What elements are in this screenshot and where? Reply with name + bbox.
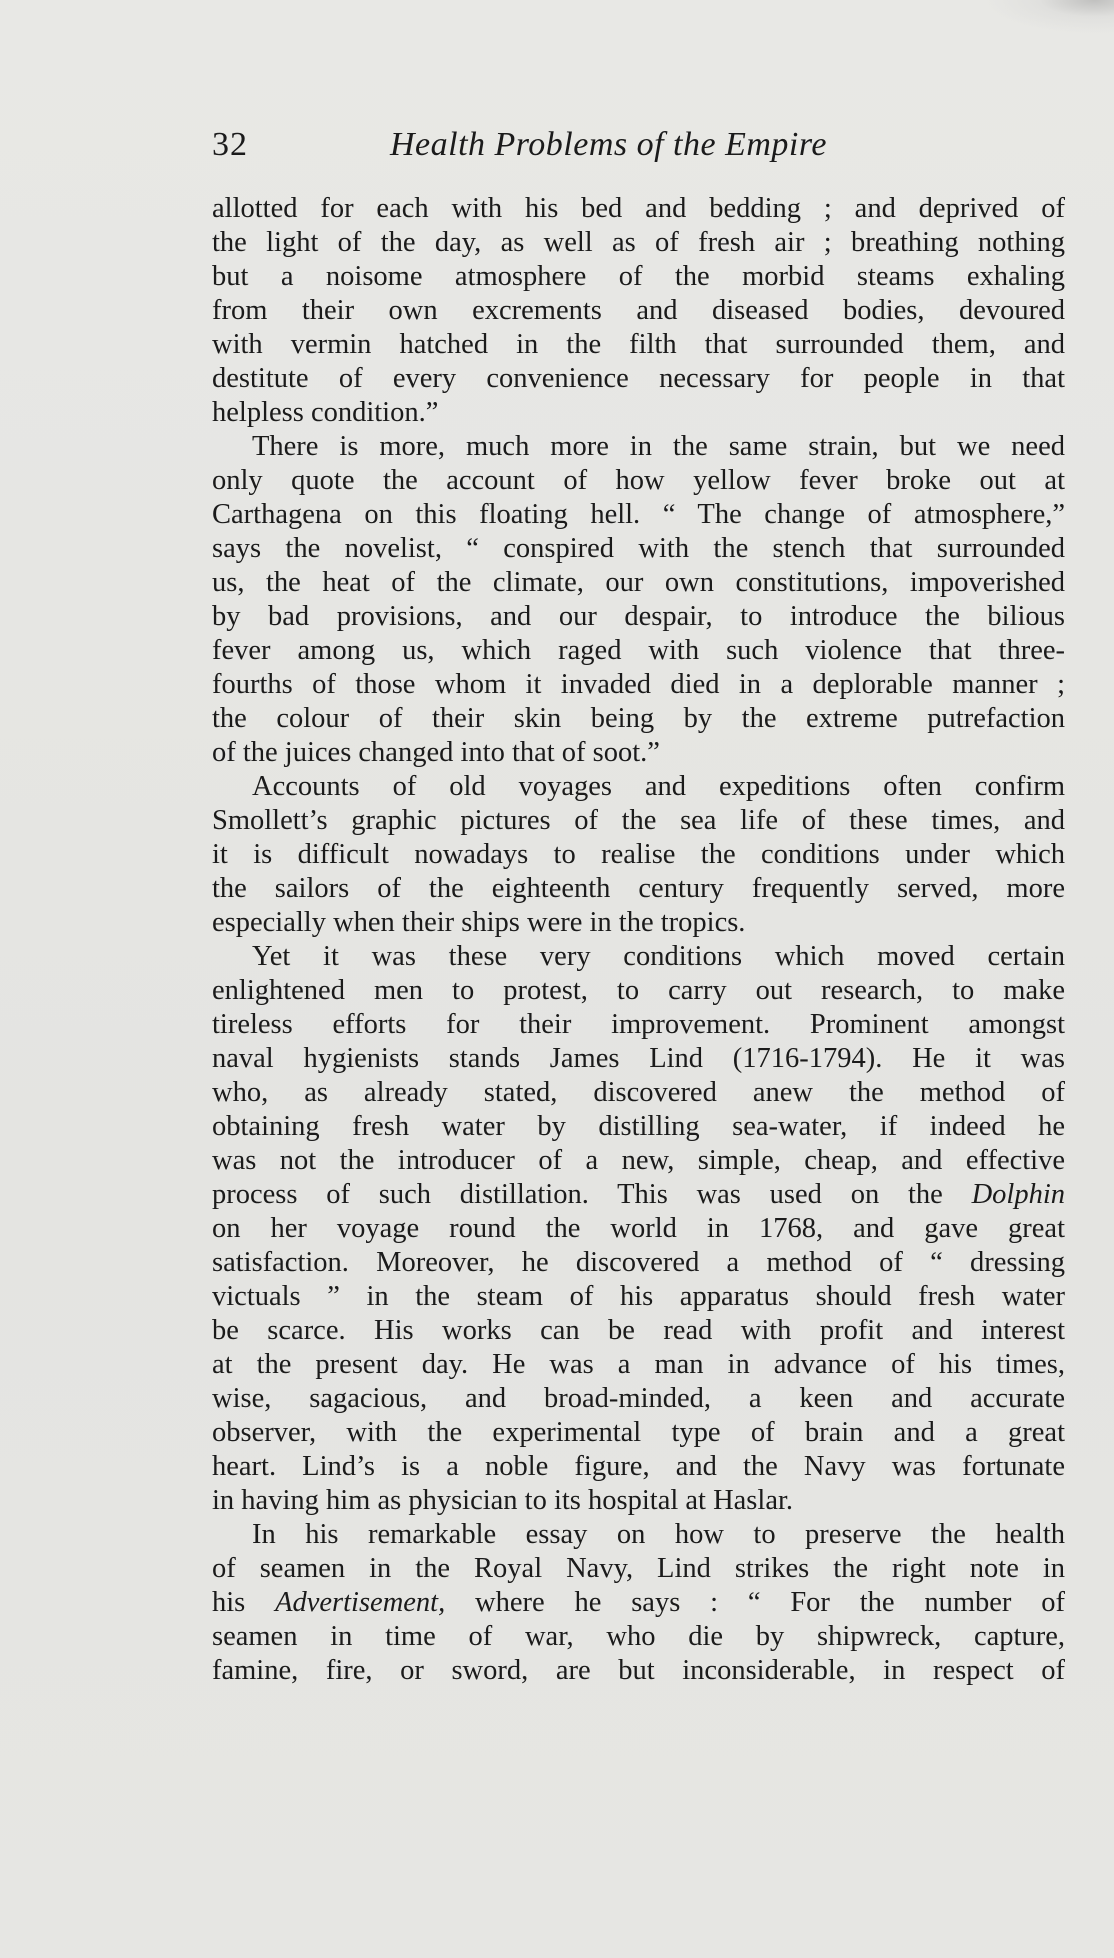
text-line — [212, 1382, 1065, 1416]
text-line — [212, 1586, 1065, 1620]
text-segment: victuals ” in the steam of his apparatus should fresh water — [212, 1281, 1065, 1312]
text-segment: at the present day. He was a man in advance of his times, — [212, 1349, 1065, 1380]
text-segment: says the novelist, “ conspired with the stench that surrounded — [212, 533, 1065, 564]
text-line — [212, 1348, 1065, 1382]
text-line — [212, 804, 1065, 838]
text-line — [212, 294, 1065, 328]
running-title: Health Problems of the Empire — [390, 126, 827, 163]
text-segment: Yet it was these very conditions which moved certain — [252, 941, 1065, 972]
page-header — [212, 126, 912, 180]
text-line — [212, 1246, 1065, 1280]
text-line — [212, 1042, 1065, 1076]
body-text — [212, 192, 1065, 1688]
scan-corner-smudge — [984, 0, 1114, 34]
text-segment: his — [212, 1587, 276, 1618]
text-line — [212, 634, 1065, 668]
text-segment: only quote the account of how yellow fever broke out at — [212, 465, 1065, 496]
text-segment: of the juices changed into that of soot.” — [212, 737, 660, 768]
text-line — [212, 1620, 1065, 1654]
text-line — [212, 396, 1065, 430]
text-line — [212, 668, 1065, 702]
text-segment: destitute of every convenience necessary for people in that — [212, 363, 1065, 394]
text-segment: process of such distillation. This was used on the — [212, 1179, 972, 1210]
text-line — [212, 1416, 1065, 1450]
text-line — [212, 1008, 1065, 1042]
text-segment: the sailors of the eighteenth century frequently served, more — [212, 873, 1065, 904]
text-line — [212, 192, 1065, 226]
text-line — [212, 566, 1065, 600]
text-line — [212, 770, 1065, 804]
text-line — [212, 702, 1065, 736]
text-segment: heart. Lind’s is a noble figure, and the Navy was fortunate — [212, 1451, 1065, 1482]
text-segment: observer, with the experimental type of brain and a great — [212, 1417, 1065, 1448]
text-segment: fever among us, which raged with such violence that three- — [212, 635, 1065, 666]
text-line — [212, 1076, 1065, 1110]
text-segment: in having him as physician to its hospital at Haslar. — [212, 1485, 794, 1516]
text-segment: who, as already stated, discovered anew the method of — [212, 1077, 1065, 1108]
text-segment: Carthagena on this floating hell. “ The change of atmosphere,” — [212, 499, 1065, 530]
text-line — [212, 600, 1065, 634]
text-segment: where he says : “ For the number of — [445, 1587, 1065, 1618]
italic-text: Advertisement, — [275, 1587, 446, 1618]
text-line — [212, 1178, 1065, 1212]
text-segment: the light of the day, as well as of fresh air ; breathing nothing — [212, 227, 1065, 258]
text-line — [212, 226, 1065, 260]
text-segment: There is more, much more in the same strain, but we need — [252, 431, 1065, 462]
text-segment: us, the heat of the climate, our own constitutions, impoverished — [212, 567, 1065, 598]
text-segment: wise, sagacious, and broad-minded, a keen and accurate — [212, 1383, 1065, 1414]
text-line — [212, 1450, 1065, 1484]
text-segment: of seamen in the Royal Navy, Lind strikes the right note in — [212, 1553, 1065, 1584]
text-line — [212, 498, 1065, 532]
text-line — [212, 1314, 1065, 1348]
text-line — [212, 1212, 1065, 1246]
text-segment: especially when their ships were in the tropics. — [212, 907, 746, 938]
text-segment: fourths of those whom it invaded died in a deplorable manner ; — [212, 669, 1065, 700]
text-segment: with vermin hatched in the filth that surrounded them, and — [212, 329, 1065, 360]
text-line — [212, 1280, 1065, 1314]
text-segment: was not the introducer of a new, simple, cheap, and effective — [212, 1145, 1065, 1176]
text-line — [212, 532, 1065, 566]
text-segment: by bad provisions, and our despair, to introduce the bilious — [212, 601, 1065, 632]
text-segment: but a noisome atmosphere of the morbid steams exhaling — [212, 261, 1065, 292]
text-segment: In his remarkable essay on how to preserve the health — [252, 1519, 1065, 1550]
text-line — [212, 464, 1065, 498]
text-segment: obtaining fresh water by distilling sea-water, if indeed he — [212, 1111, 1065, 1142]
text-line — [212, 362, 1065, 396]
text-line — [212, 1110, 1065, 1144]
text-line — [212, 328, 1065, 362]
text-segment: satisfaction. Moreover, he discovered a method of “ dressing — [212, 1247, 1065, 1278]
text-segment: be scarce. His works can be read with profit and interest — [212, 1315, 1065, 1346]
text-segment: famine, fire, or sword, are but inconsiderable, in respect of — [212, 1655, 1065, 1686]
text-line — [212, 430, 1065, 464]
text-segment: Accounts of old voyages and expeditions often confirm — [252, 771, 1065, 802]
text-line — [212, 736, 1065, 770]
text-line — [212, 872, 1065, 906]
text-line — [212, 940, 1065, 974]
text-segment: enlightened men to protest, to carry out research, to make — [212, 975, 1065, 1006]
text-segment: naval hygienists stands James Lind (1716-1794). He it was — [212, 1043, 1065, 1074]
text-line — [212, 974, 1065, 1008]
italic-text: Dolphin — [971, 1179, 1065, 1210]
text-line — [212, 1518, 1065, 1552]
text-line — [212, 838, 1065, 872]
text-line — [212, 1654, 1065, 1688]
text-line — [212, 1144, 1065, 1178]
text-segment: tireless efforts for their improvement. Prominent amongst — [212, 1009, 1065, 1040]
text-line — [212, 1552, 1065, 1586]
text-segment: it is difficult nowadays to realise the conditions under which — [212, 839, 1065, 870]
text-segment: the colour of their skin being by the extreme putrefaction — [212, 703, 1065, 734]
text-line — [212, 1484, 1065, 1518]
text-line — [212, 906, 1065, 940]
text-segment: Smollett’s graphic pictures of the sea life of these times, and — [212, 805, 1065, 836]
text-segment: on her voyage round the world in 1768, and gave great — [212, 1213, 1065, 1244]
text-segment: helpless condition.” — [212, 397, 439, 428]
text-line — [212, 260, 1065, 294]
text-segment: from their own excrements and diseased bodies, devoured — [212, 295, 1065, 326]
page-number: 32 — [212, 126, 248, 163]
text-segment: allotted for each with his bed and bedding ; and deprived of — [212, 193, 1065, 224]
text-segment: seamen in time of war, who die by shipwreck, capture, — [212, 1621, 1065, 1652]
